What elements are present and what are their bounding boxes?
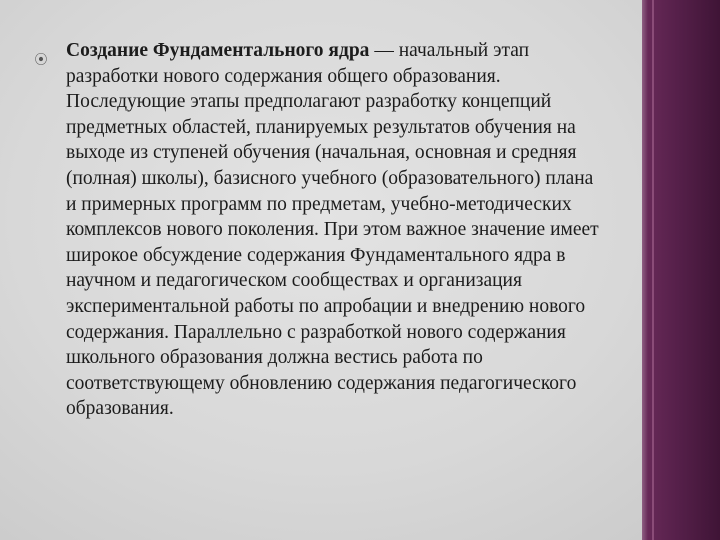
paragraph-line: научном и педагогическом сообществах и организация <box>66 270 522 292</box>
paragraph-line: предметных областей, планируемых результатов обучения на <box>66 116 576 138</box>
paragraph-line: и примерных программ по предметам, учебно-методических <box>66 193 572 215</box>
paragraph-line: широкое обсуждение содержания Фундаментального ядра в <box>66 244 566 266</box>
circle-bullet-icon: ⦿ <box>34 52 48 67</box>
paragraph-line: выходе из ступеней обучения (начальная, основная и средняя <box>66 142 577 164</box>
paragraph-line: комплексов нового поколения. При этом важное значение имеет <box>66 219 599 241</box>
paragraph-line: экспериментальной работы по апробации и внедрению нового <box>66 295 586 317</box>
bullet-paragraph <box>66 38 676 422</box>
paragraph-line: разработки нового содержания общего образования. <box>66 65 501 87</box>
paragraph-line <box>66 38 676 64</box>
lead-rest-text: — начальный этап <box>369 40 530 61</box>
paragraph-line: Последующие этапы предполагают разработку концепций <box>66 91 552 113</box>
paragraph-line: (полная) школы), базисного учебного (образовательного) плана <box>66 167 594 189</box>
paragraph-line: образования. <box>66 398 174 420</box>
paragraph-line: школьного образования должна вестись работа по <box>66 347 483 369</box>
bold-lead-text: Создание Фундаментального ядра <box>66 40 370 61</box>
paragraph-line: содержания. Параллельно с разработкой нового содержания <box>66 321 566 343</box>
paragraph-line: соответствующему обновлению содержания педагогического <box>66 372 577 394</box>
